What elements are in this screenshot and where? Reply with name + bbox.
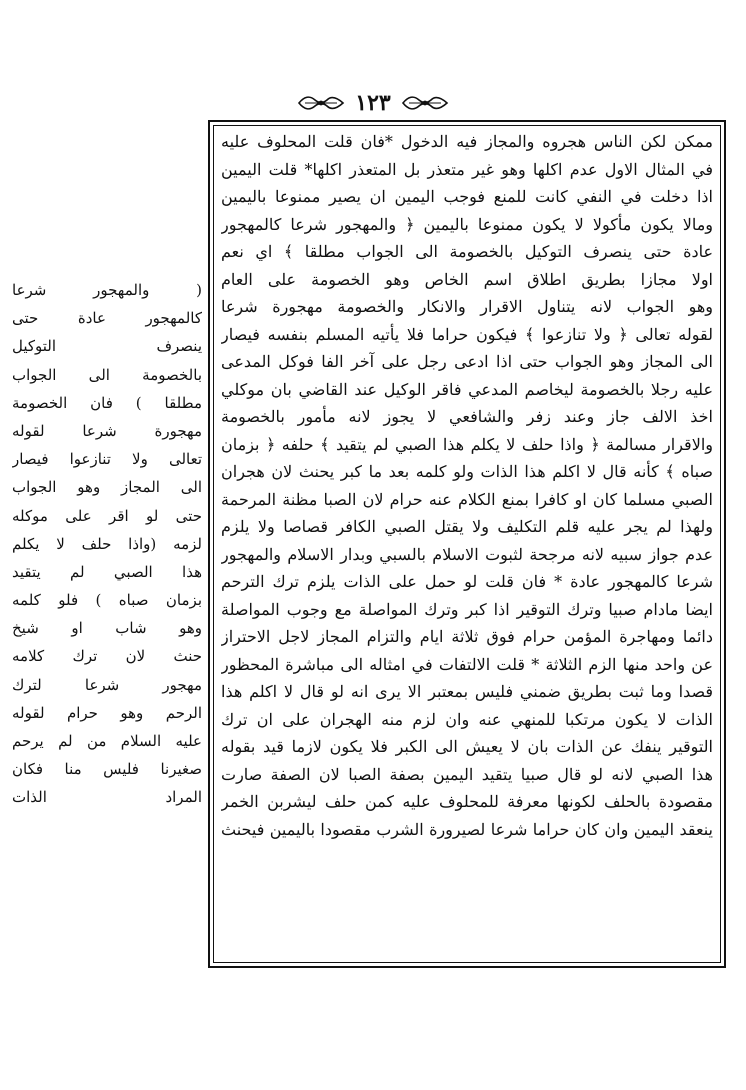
main-text-block [221, 128, 713, 958]
page-number: ١٢٣ [355, 90, 391, 116]
margin-line: مهجورة شرعا لقوله [12, 421, 202, 440]
margin-commentary [12, 276, 202, 836]
text-line: وهو الجواب لانه يتناول الاقرار والانكار والخصومة مهجورة شرعا [221, 297, 713, 316]
text-line: شرعا كالمهجور عادة * فان قلت لو حمل على الذات يلزم ترك الترحم [221, 572, 713, 591]
margin-line: لزمه (واذا حلف لا يكلم [12, 534, 202, 553]
margin-line: وهو شاب او شيخ [12, 619, 202, 638]
text-line: اولا مجازا بطريق اطلاق اسم الخاص وهو الخصومة على العام [221, 269, 713, 289]
margin-line: الى المجاز وهو الجواب [12, 478, 202, 497]
text-line: ولهذا لم يجر عليه قلم التكليف ولا يقتل الصبي الكافر قصاصا ولا يلزم [221, 517, 713, 536]
margin-line: المراد الذات [12, 788, 202, 807]
margin-line: كالمهجور عادة حتى [12, 309, 202, 328]
margin-line: ينصرف التوكيل [12, 337, 202, 356]
text-line: هذا الصبي لانه لو قال صبيا يتقيد اليمين بصفة الصبا لان الصفة صارت [221, 764, 713, 784]
margin-line: ( والمهجور شرعا [12, 281, 202, 299]
page-header [0, 86, 746, 120]
margin-line: حنث لان ترك كلامه [12, 647, 202, 666]
text-line: عن واحد منها الزم الثلاثة * قلت الالتفات في امثاله الى مباشرة المحظور [221, 654, 713, 674]
text-line: اذا دخلت في النفي كانت للمنع فوجب اليمين ان يصير ممنوعا باليمين [221, 187, 713, 206]
text-line: دائما ومهاجرة المؤمن حرام فوق ثلاثة ايام والتزام المجاز لاجل الاحتراز [221, 627, 713, 646]
text-line: والاقرار مسالمة ﴿ واذا حلف لا يكلم هذا الصبي لم يتقيد ﴾ حلفه ﴿ بزمان [221, 434, 713, 454]
text-line: في المثال الاول عدم اكلها وهو غير متعذر بل المتعذر اكلها* قلت اليمين [221, 159, 713, 179]
text-line: لقوله تعالى ﴿ ولا تنازعوا ﴾ فيكون حراما فلا يأتيه المسلم بنفسه فيصار [221, 324, 713, 344]
margin-line: مهجور شرعا لترك [12, 675, 202, 694]
text-line: عادة حتى ينصرف التوكيل بالخصومة الى الجواب مطلقا ﴾ اي نعم [221, 242, 713, 261]
margin-line: بزمان صباه ) فلو كلمه [12, 591, 202, 610]
margin-line: مطلقا ) فان الخصومة [12, 393, 202, 412]
text-line: ايضا مادام صبيا وترك التوقير اذا كبر وترك المواصلة مع وجوب المواصلة [221, 599, 713, 619]
text-line: الصبي مسلما كان او كافرا بمنع الكلام عنه حرام لان الصبا مظنة المرحمة [221, 489, 713, 509]
text-line: التوقير ينفك عن الذات بان لا يعيش الى الكبر فلا يكون لازما قيد بقوله [221, 737, 713, 756]
margin-line: صغيرنا فليس منا فكان [12, 760, 202, 779]
text-line: ممكن لكن الناس هجروه والمجاز فيه الدخول *فان قلت المحلوف عليه [221, 132, 713, 151]
text-line: قصدا وما ثبت بطريق ضمني فليس بمعتبر الا يرى انه لو قال لا اكلم هذا [221, 682, 713, 701]
margin-line: هذا الصبي لم يتقيد [12, 562, 202, 581]
ornament-right-icon [401, 90, 449, 116]
text-line: الذات لا يكون مرتكبا للمنهي عنه وان لزم منه الهجران على ان ترك [221, 709, 713, 729]
text-line: عدم جواز سبيه لانه مرجحة لثبوت الاسلام بالسبي وبدار الاسلام والمهجور [221, 544, 713, 564]
margin-line: الرحم وهو حرام لقوله [12, 703, 202, 722]
text-line: ومالا يكون مأكولا لا يكون ممنوعا باليمين ﴿ والمهجور شرعا كالمهجور [221, 214, 713, 234]
text-line: عليه رجلا بالخصومة ليخاصم المدعي فاقر الوكيل عند القاضي بان موكلي [221, 379, 713, 399]
margin-line: حتى لو اقر على موكله [12, 506, 202, 525]
ornament-left-icon [297, 90, 345, 116]
margin-line: بالخصومة الى الجواب [12, 365, 202, 384]
text-line: ينعقد اليمين وان كان حراما شرعا لصيرورة الشرب مقصودا باليمين فيحنث [221, 819, 713, 839]
text-line: صباه ﴾ كأنه قال لا اكلم هذا الذات ولو كلمه بعد ما كبر يحنث لان هجران [221, 462, 713, 481]
margin-line: عليه السلام من لم يرحم [12, 732, 202, 750]
text-line: الى المجاز وهو الجواب حتى اذا ادعى رجل على آخر الفا فوكل المدعى [221, 352, 713, 371]
text-line: مقصودة بالحلف لكونها معرفة للمحلوف عليه كمن حلف ليشربن الخمر [221, 792, 713, 811]
margin-line: تعالى ولا تنازعوا فيصار [12, 450, 202, 469]
text-line: اخذ الالف جاز وعند زفر والشافعي لا يجوز لانه مأمور بالخصومة [221, 407, 713, 426]
